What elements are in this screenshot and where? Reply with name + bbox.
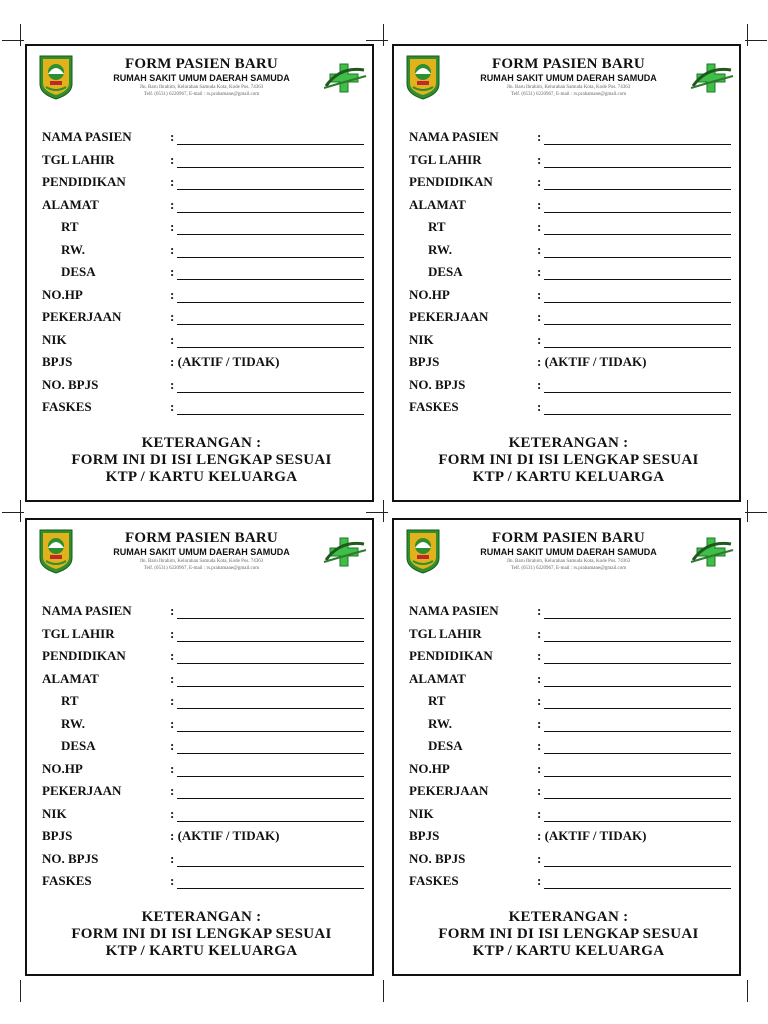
fill-in-line[interactable] (177, 189, 364, 190)
form-field-row (394, 239, 743, 262)
fill-in-line[interactable] (544, 167, 731, 168)
field-colon: : (170, 693, 175, 708)
patient-form-card (392, 518, 741, 976)
fill-in-line[interactable] (177, 212, 364, 213)
medical-cross-icon (687, 60, 735, 96)
fill-in-line[interactable] (544, 753, 731, 754)
field-colon: : (170, 625, 175, 641)
field-label: TGL LAHIR (42, 151, 115, 167)
fill-in-line[interactable] (177, 279, 364, 280)
crop-mark (747, 500, 748, 522)
field-colon: : (170, 264, 175, 279)
crop-mark (383, 500, 384, 522)
field-label: RT (61, 219, 79, 234)
fill-in-line[interactable] (177, 302, 364, 303)
field-label: PENDIDIKAN (42, 174, 126, 189)
fill-in-line[interactable] (544, 686, 731, 687)
fill-in-line[interactable] (544, 189, 731, 190)
field-label: PEKERJAAN (42, 309, 122, 324)
crop-mark (383, 24, 384, 46)
field-colon: : (537, 693, 542, 708)
field-label: NIK (42, 805, 67, 821)
field-colon: : (537, 648, 542, 663)
form-field-row (27, 780, 376, 803)
field-label: BPJS (409, 828, 440, 843)
fill-in-line[interactable] (544, 731, 731, 732)
field-label: FASKES (42, 399, 92, 414)
fill-in-line[interactable] (177, 257, 364, 258)
field-colon: : (170, 670, 175, 686)
note-line: FORM INI DI ISI LENGKAP SESUAI (71, 926, 332, 942)
form-field-row (394, 780, 743, 803)
form-title: FORM PASIEN BARU (492, 56, 645, 72)
crop-mark (20, 980, 21, 1002)
fill-in-line[interactable] (177, 167, 364, 168)
field-label: BPJS (42, 828, 73, 843)
crop-mark (2, 512, 24, 513)
form-field-row (394, 261, 743, 284)
field-label: PENDIDIKAN (42, 648, 126, 663)
form-field-row (394, 713, 743, 736)
field-colon: : (537, 376, 542, 392)
field-colon: : (170, 648, 175, 663)
field-label: NIK (42, 331, 67, 347)
fill-in-line[interactable] (177, 753, 364, 754)
fill-in-line[interactable] (544, 618, 731, 619)
field-label: DESA (428, 264, 463, 279)
field-label: RW. (61, 241, 85, 257)
hospital-name: RUMAH SAKIT UMUM DAERAH SAMUDA (113, 547, 290, 557)
fill-in-line[interactable] (177, 324, 364, 325)
form-field-row (27, 668, 376, 691)
field-colon: : (537, 715, 542, 731)
fill-in-line[interactable] (544, 279, 731, 280)
form-field-row (394, 396, 743, 419)
field-label: RT (428, 219, 446, 234)
form-field-row (394, 623, 743, 646)
field-colon: : (170, 715, 175, 731)
form-field-row (394, 194, 743, 217)
patient-form-card (392, 44, 741, 502)
field-colon: : (170, 760, 175, 776)
fill-in-line[interactable] (177, 731, 364, 732)
form-fields (394, 600, 743, 893)
field-colon: : (170, 805, 175, 821)
field-label: FASKES (42, 873, 92, 888)
form-field-row (394, 216, 743, 239)
field-colon: : (170, 219, 175, 234)
form-title: FORM PASIEN BARU (125, 56, 278, 72)
fill-in-line[interactable] (177, 144, 364, 145)
form-field-row (394, 284, 743, 307)
form-field-row (27, 690, 376, 713)
crop-mark (747, 24, 748, 46)
hospital-address: Jln. Baru Ibrahim, Kelurahan Samuda Kota, Kode Pos. 74363 Telf. (0531) 6220967, E-mail : rs.prabamane@gmail.com (506, 559, 631, 571)
field-colon: : (537, 286, 542, 302)
fill-in-line[interactable] (177, 821, 364, 822)
field-colon: : (537, 241, 542, 257)
note-block (394, 435, 743, 486)
field-colon: : (170, 603, 175, 618)
field-colon: : (170, 309, 175, 324)
field-colon: : (170, 241, 175, 257)
field-label: ALAMAT (409, 670, 466, 686)
field-colon: : (537, 264, 542, 279)
fill-in-line[interactable] (544, 414, 731, 415)
field-label: NO.HP (42, 286, 83, 302)
field-label: FASKES (409, 399, 459, 414)
fill-in-line[interactable] (177, 641, 364, 642)
crop-mark (383, 980, 384, 1002)
form-field-row (27, 848, 376, 871)
field-label: ALAMAT (409, 196, 466, 212)
medical-cross-icon (320, 534, 368, 570)
form-field-row (394, 171, 743, 194)
form-field-row (27, 870, 376, 893)
note-title: KETERANGAN : (141, 909, 262, 925)
field-label: DESA (428, 738, 463, 753)
field-label: ALAMAT (42, 196, 99, 212)
field-colon: : (537, 850, 542, 866)
form-field-row (394, 825, 743, 848)
form-field-row (27, 171, 376, 194)
field-colon: : (170, 151, 175, 167)
hospital-name: RUMAH SAKIT UMUM DAERAH SAMUDA (480, 547, 657, 557)
note-block (27, 909, 376, 960)
hospital-address: Jln. Baru Ibrahim, Kelurahan Samuda Kota, Kode Pos. 74363 Telf. (0531) 6220967, E-mail : rs.prabamane@gmail.com (506, 85, 631, 97)
field-colon: : (537, 805, 542, 821)
fill-in-line[interactable] (177, 686, 364, 687)
crop-mark (747, 980, 748, 1002)
field-label: NAMA PASIEN (42, 603, 132, 618)
fill-in-line[interactable] (177, 798, 364, 799)
form-field-row (394, 374, 743, 397)
fill-in-line[interactable] (177, 776, 364, 777)
note-block (27, 435, 376, 486)
field-label: RW. (428, 241, 452, 257)
fill-in-line[interactable] (177, 866, 364, 867)
fill-in-line[interactable] (544, 641, 731, 642)
fill-in-line[interactable] (544, 708, 731, 709)
form-field-row (394, 848, 743, 871)
fill-in-line[interactable] (544, 866, 731, 867)
fill-in-line[interactable] (544, 392, 731, 393)
field-label: NO. BPJS (42, 850, 99, 866)
fill-in-line[interactable] (544, 776, 731, 777)
field-label: NIK (409, 331, 434, 347)
form-field-row (394, 870, 743, 893)
crop-mark (2, 40, 24, 41)
fill-in-line[interactable] (177, 663, 364, 664)
fill-in-line[interactable] (177, 888, 364, 889)
field-label: PEKERJAAN (409, 309, 489, 324)
field-label: PEKERJAAN (42, 783, 122, 798)
hospital-name: RUMAH SAKIT UMUM DAERAH SAMUDA (113, 73, 290, 83)
field-label: RW. (428, 715, 452, 731)
field-colon: : (537, 873, 542, 888)
field-colon: : (537, 738, 542, 753)
field-label: PEKERJAAN (409, 783, 489, 798)
crop-mark (745, 40, 767, 41)
field-label: NO. BPJS (409, 376, 466, 392)
form-field-row (394, 329, 743, 352)
note-line: FORM INI DI ISI LENGKAP SESUAI (438, 926, 699, 942)
form-field-row (27, 396, 376, 419)
field-colon: : (537, 219, 542, 234)
field-label: NAMA PASIEN (409, 603, 499, 618)
field-value: : (AKTIF / TIDAK) (537, 828, 647, 843)
form-field-row (27, 645, 376, 668)
field-label: PENDIDIKAN (409, 648, 493, 663)
form-field-row (27, 351, 376, 374)
note-line: KTP / KARTU KELUARGA (105, 469, 298, 485)
form-field-row (394, 126, 743, 149)
form-field-row (394, 645, 743, 668)
field-label: NAMA PASIEN (42, 129, 132, 144)
form-field-row (27, 306, 376, 329)
field-value: : (AKTIF / TIDAK) (537, 354, 647, 369)
form-field-row (394, 306, 743, 329)
form-fields (394, 126, 743, 419)
crop-mark (20, 24, 21, 46)
form-field-row (27, 284, 376, 307)
field-colon: : (170, 174, 175, 189)
form-field-row (27, 735, 376, 758)
field-label: DESA (61, 264, 96, 279)
note-line: FORM INI DI ISI LENGKAP SESUAI (71, 452, 332, 468)
form-field-row (394, 690, 743, 713)
field-colon: : (170, 376, 175, 392)
fill-in-line[interactable] (544, 212, 731, 213)
field-label: FASKES (409, 873, 459, 888)
field-value: : (AKTIF / TIDAK) (170, 828, 280, 843)
field-label: NO.HP (409, 286, 450, 302)
field-label: PENDIDIKAN (409, 174, 493, 189)
field-colon: : (170, 331, 175, 347)
form-field-row (27, 216, 376, 239)
crop-mark (366, 512, 388, 513)
field-colon: : (170, 850, 175, 866)
field-value: : (AKTIF / TIDAK) (170, 354, 280, 369)
field-label: RT (428, 693, 446, 708)
fill-in-line[interactable] (544, 234, 731, 235)
fill-in-line[interactable] (177, 708, 364, 709)
field-label: RW. (61, 715, 85, 731)
field-colon: : (170, 399, 175, 414)
fill-in-line[interactable] (544, 798, 731, 799)
field-label: TGL LAHIR (409, 151, 482, 167)
field-colon: : (537, 670, 542, 686)
field-colon: : (537, 129, 542, 144)
fill-in-line[interactable] (177, 414, 364, 415)
field-label: NAMA PASIEN (409, 129, 499, 144)
field-label: BPJS (409, 354, 440, 369)
form-field-row (27, 374, 376, 397)
form-field-row (394, 803, 743, 826)
field-label: NO.HP (409, 760, 450, 776)
medical-cross-icon (320, 60, 368, 96)
field-label: TGL LAHIR (42, 625, 115, 641)
field-label: NIK (409, 805, 434, 821)
fill-in-line[interactable] (177, 234, 364, 235)
field-colon: : (170, 783, 175, 798)
fill-in-line[interactable] (177, 618, 364, 619)
patient-form-card (25, 518, 374, 976)
field-label: NO. BPJS (42, 376, 99, 392)
field-colon: : (170, 738, 175, 753)
form-field-row (27, 758, 376, 781)
fill-in-line[interactable] (177, 347, 364, 348)
form-field-row (27, 261, 376, 284)
form-field-row (394, 600, 743, 623)
note-title: KETERANGAN : (508, 909, 629, 925)
form-field-row (27, 194, 376, 217)
crop-mark (745, 512, 767, 513)
field-colon: : (537, 174, 542, 189)
fill-in-line[interactable] (544, 144, 731, 145)
form-field-row (27, 329, 376, 352)
form-field-row (27, 713, 376, 736)
note-line: KTP / KARTU KELUARGA (105, 943, 298, 959)
note-title: KETERANGAN : (508, 435, 629, 451)
hospital-address: Jln. Baru Ibrahim, Kelurahan Samuda Kota, Kode Pos. 74363 Telf. (0531) 6220967, E-mail : rs.prabamane@gmail.com (139, 559, 264, 571)
note-line: FORM INI DI ISI LENGKAP SESUAI (438, 452, 699, 468)
field-colon: : (170, 129, 175, 144)
crop-mark (366, 40, 388, 41)
note-line: KTP / KARTU KELUARGA (472, 469, 665, 485)
field-colon: : (170, 286, 175, 302)
field-colon: : (537, 783, 542, 798)
form-field-row (27, 239, 376, 262)
form-field-row (394, 758, 743, 781)
form-field-row (394, 735, 743, 758)
form-field-row (394, 149, 743, 172)
fill-in-line[interactable] (544, 302, 731, 303)
hospital-name: RUMAH SAKIT UMUM DAERAH SAMUDA (480, 73, 657, 83)
form-field-row (27, 623, 376, 646)
fill-in-line[interactable] (544, 888, 731, 889)
field-colon: : (170, 873, 175, 888)
fill-in-line[interactable] (544, 257, 731, 258)
field-label: BPJS (42, 354, 73, 369)
field-colon: : (537, 309, 542, 324)
field-colon: : (537, 603, 542, 618)
field-label: NO. BPJS (409, 850, 466, 866)
field-label: ALAMAT (42, 670, 99, 686)
crop-mark (20, 500, 21, 522)
note-block (394, 909, 743, 960)
form-field-row (27, 600, 376, 623)
field-colon: : (170, 196, 175, 212)
form-field-row (27, 803, 376, 826)
field-label: TGL LAHIR (409, 625, 482, 641)
form-field-row (27, 126, 376, 149)
fill-in-line[interactable] (544, 821, 731, 822)
hospital-address: Jln. Baru Ibrahim, Kelurahan Samuda Kota, Kode Pos. 74363 Telf. (0531) 6220967, E-mail : rs.prabamane@gmail.com (139, 85, 264, 97)
patient-form-card (25, 44, 374, 502)
field-label: DESA (61, 738, 96, 753)
field-colon: : (537, 760, 542, 776)
field-colon: : (537, 196, 542, 212)
form-field-row (27, 149, 376, 172)
form-fields (27, 126, 376, 419)
fill-in-line[interactable] (544, 663, 731, 664)
form-field-row (394, 351, 743, 374)
form-title: FORM PASIEN BARU (492, 530, 645, 546)
field-colon: : (537, 399, 542, 414)
fill-in-line[interactable] (544, 324, 731, 325)
form-fields (27, 600, 376, 893)
form-title: FORM PASIEN BARU (125, 530, 278, 546)
form-field-row (27, 825, 376, 848)
note-line: KTP / KARTU KELUARGA (472, 943, 665, 959)
fill-in-line[interactable] (544, 347, 731, 348)
fill-in-line[interactable] (177, 392, 364, 393)
field-label: RT (61, 693, 79, 708)
medical-cross-icon (687, 534, 735, 570)
field-colon: : (537, 151, 542, 167)
field-colon: : (537, 625, 542, 641)
field-colon: : (537, 331, 542, 347)
note-title: KETERANGAN : (141, 435, 262, 451)
form-field-row (394, 668, 743, 691)
field-label: NO.HP (42, 760, 83, 776)
